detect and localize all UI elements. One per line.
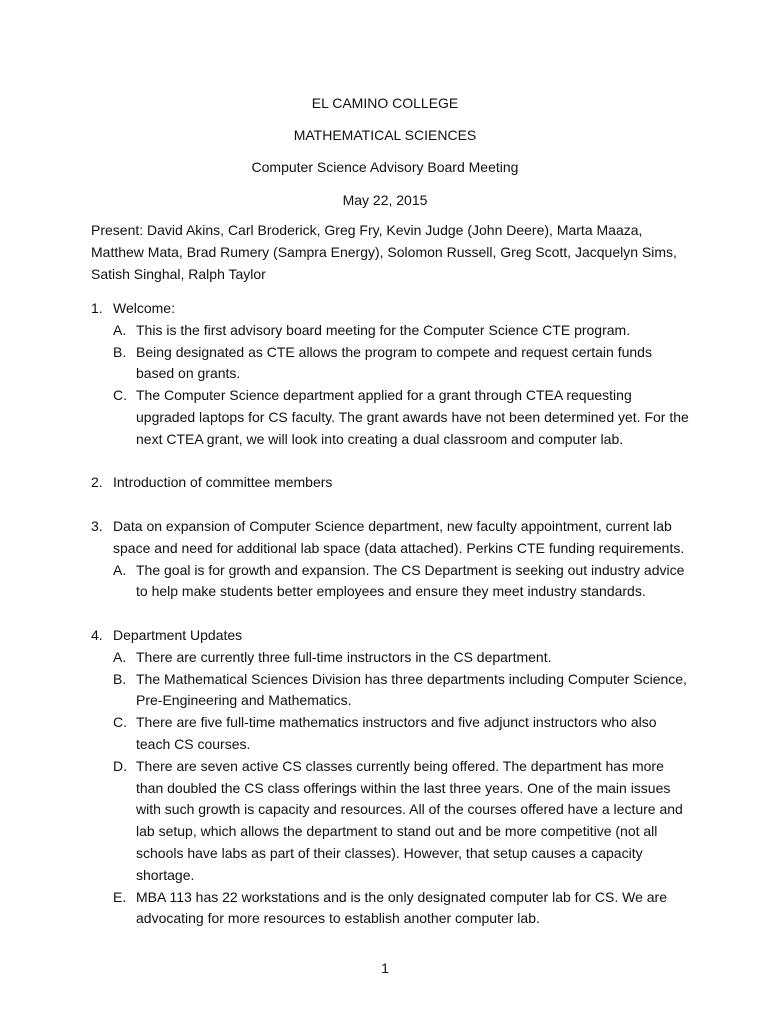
- list-item: [91, 385, 691, 450]
- item-text: There are seven active CS classes currently being offered. The department has more than doubled the CS class offerings within the last three years. One of the main issues with such growth is capacity and resources. All of the courses offered have a lecture and lab setup, which allows the department to stand out and be more competitive (not all schools have labs as part of their classes). However, that setup causes a capacity shortage.: [136, 757, 683, 883]
- list-item: [91, 647, 691, 669]
- meeting-date: May 22, 2015: [342, 191, 428, 208]
- list-item: [91, 712, 691, 756]
- item-letter: C.: [113, 714, 127, 731]
- item-letter: C.: [113, 387, 127, 404]
- agenda-list: [91, 298, 691, 952]
- item-letter: E.: [113, 888, 127, 905]
- item-letter: A.: [113, 561, 127, 578]
- section-number: 2.: [91, 474, 103, 491]
- item-letter: B.: [113, 670, 127, 687]
- list-item: [91, 320, 691, 342]
- item-text: The Mathematical Sciences Division has three departments including Computer Science, Pre-Engineering and Mathematics.: [136, 670, 687, 709]
- attendees-paragraph: Present: David Akins, Carl Broderick, Greg Fry, Kevin Judge (John Deere), Marta Maaza, Matthew Mata, Brad Rumery (Sampra Energy), Solomon Russell, Greg Scott, Jacquelyn Sims, Satish Singhal, Ralph Taylor: [91, 222, 677, 282]
- agenda-section-updates: [91, 625, 691, 930]
- item-text: There are currently three full-time instructors in the CS department.: [136, 648, 552, 665]
- section-number: 1.: [91, 300, 103, 316]
- item-letter: A.: [113, 648, 127, 665]
- division-name: MATHEMATICAL SCIENCES: [293, 127, 477, 144]
- section-title: Welcome:: [113, 300, 175, 316]
- meeting-title: Computer Science Advisory Board Meeting: [251, 159, 519, 176]
- document-header: [0, 93, 770, 222]
- section-title: Data on expansion of Computer Science department, new faculty appointment, current lab: [113, 517, 672, 534]
- section-number: 4.: [91, 626, 103, 643]
- list-item: [91, 669, 691, 713]
- agenda-section-expansion: [91, 516, 691, 603]
- section-title: Introduction of committee members: [113, 474, 333, 491]
- agenda-section-welcome: [91, 298, 691, 451]
- list-item: [91, 756, 691, 887]
- section-title-continued: space and need for additional lab space (data attached). Perkins CTE funding requirements.: [113, 539, 685, 556]
- list-item: [91, 887, 691, 931]
- list-item: [91, 342, 691, 386]
- item-text: Being designated as CTE allows the program to compete and request certain funds based on grants.: [136, 343, 652, 382]
- item-text: This is the first advisory board meeting for the Computer Science CTE program.: [136, 321, 631, 338]
- item-text: MBA 113 has 22 workstations and is the only designated computer lab for CS. We are advocating for more resources to establish another computer lab.: [136, 888, 667, 927]
- item-text: There are five full-time mathematics instructors and five adjunct instructors who also teach CS courses.: [136, 714, 657, 752]
- college-name: EL CAMINO COLLEGE: [311, 95, 459, 111]
- page-number: 1: [381, 960, 389, 976]
- item-letter: B.: [113, 343, 127, 360]
- section-number: 3.: [91, 517, 103, 534]
- item-text: The goal is for growth and expansion. The CS Department is seeking out industry advice to help make students better employees and ensure they meet industry standards.: [136, 561, 685, 600]
- section-title: Department Updates: [113, 626, 243, 643]
- item-letter: D.: [113, 757, 127, 774]
- agenda-section-introductions: [91, 472, 691, 494]
- item-letter: A.: [113, 321, 127, 338]
- item-text: The Computer Science department applied for a grant through CTEA requesting upgraded laptops for CS faculty. The grant awards have not been determined yet. For the next CTEA grant, we will look into creating a dual classroom and computer lab.: [136, 387, 689, 447]
- list-item: [91, 560, 691, 604]
